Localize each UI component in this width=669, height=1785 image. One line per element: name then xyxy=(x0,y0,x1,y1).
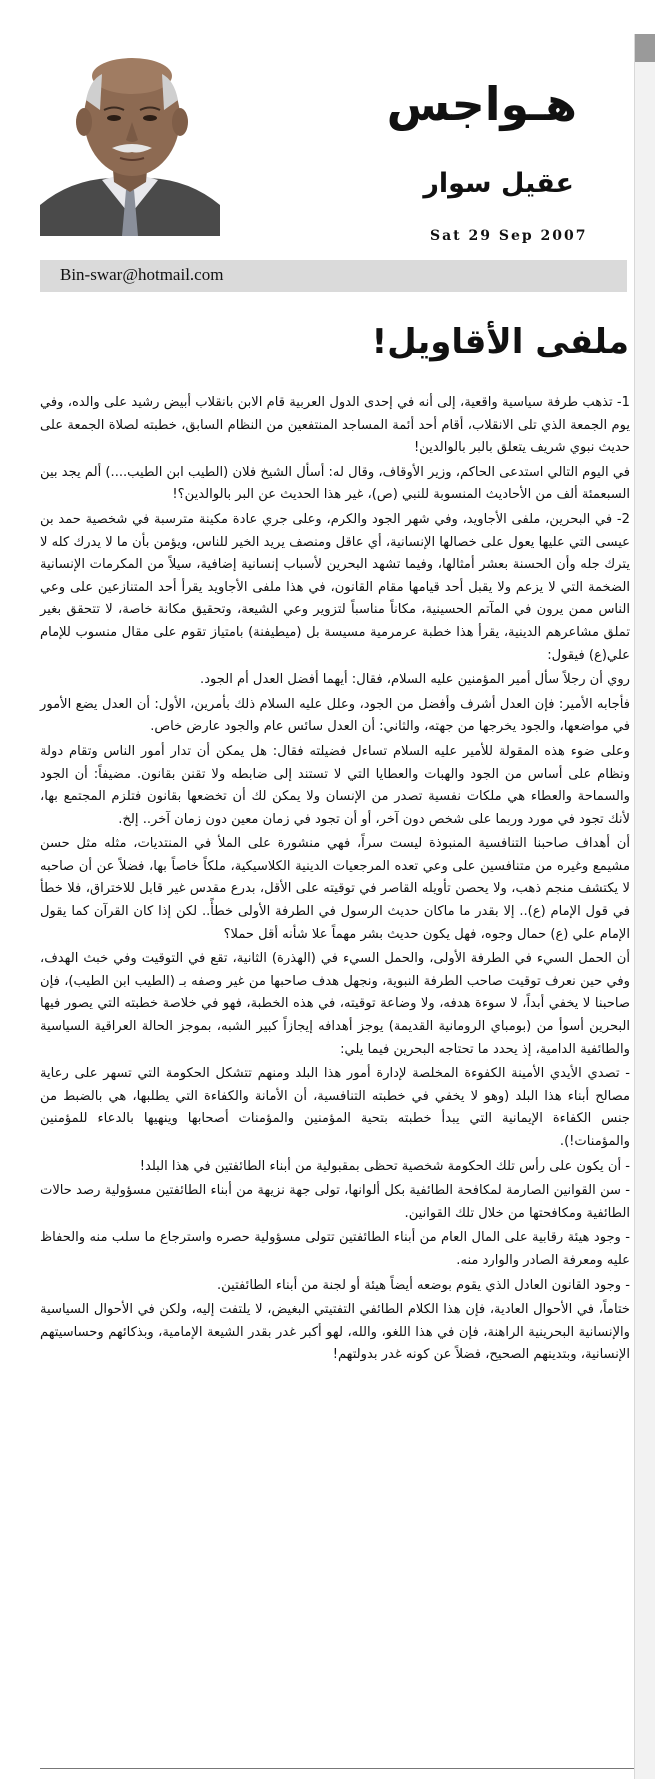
paragraph: أن الحمل السيء في الطرفة الأولى، والحمل السيء في (الهذرة) الثانية، تقع في التوقيت وفي خبث الهدف، وفي حين نعرف توقيت صاحب الطرفة النبوية، ونجهل هدف صاحبها من غير وصفه بـ (الطيب ابن الطيب)، فإن صاحبنا لا يخفي أبداً، لا سوءة هدفه، ولا وضاعة توقيته، في هذه الخطبة، فهو في خلاصة خطبته التي يصور فيها البحرين أسوأ من (بومباي الرومانية القديمة) يوجز أهدافه إيجازاً كبير الشبه، بموجز الحالة العراقية السياسية والطائفية الدامية، إذ يحدد ما تحتاجه البحرين فيما يلي: xyxy=(40,951,630,1057)
author-photo xyxy=(40,40,220,236)
column-title: هـواجس xyxy=(386,77,577,131)
side-rail xyxy=(634,34,655,1779)
author-email[interactable]: Bin-swar@hotmail.com xyxy=(60,265,224,284)
bottom-divider xyxy=(40,1768,634,1769)
paragraph: - أن يكون على رأس تلك الحكومة شخصية تحظى بمقبولية من أبناء الطائفتين في هذا البلد! xyxy=(139,1158,630,1174)
paragraph: - وجود هيئة رقابية على المال العام من أبناء الطائفتين تتولى مسؤولية حصره واسترجاع ما سلب منه والحفاظ عليه ومعرفة الصادر والوارد منه. xyxy=(40,1230,630,1268)
paragraph: - سن القوانين الصارمة لمكافحة الطائفية بكل ألوانها، تولى جهة نزيهة من أبناء الطائفتين مسؤولية رصد حالات الطائفية ومكافحتها من خلال تلك القوانين. xyxy=(40,1183,630,1221)
article-headline: ملفى الأقاويل! xyxy=(371,322,629,362)
paragraph: فأجابه الأمير: فإن العدل أشرف وأفضل من الجود، وعلل عليه السلام ذلك بأمرين، الأول: أن العدل يضع الأمور في مواضعها، والجود يخرجها من جهته، والثاني: أن العدل سائس عام والجود عارض خاص. xyxy=(40,696,630,735)
side-rail-cap xyxy=(635,34,655,62)
paragraph: أن أهداف صاحبنا التنافسية المنبوذة ليست سراً، فهي منشورة على الملأ في المنتديات، مثله مثل حسن مشيمع وغيره من متنافسين على وعي تعده المرجعيات الدينية الكلاسيكية، ملكاً خاصاً بها، فضلاً عن أن صاحبه لا يكتشف منجم ذهب، ولا يحصن تأويله القاصر في توقيته على الأقل، بدرع مقدس غير قابل للاختراق، فلا خطأ في قول الإمام (ع).. إلا بقدر ما ماكان حديث الرسول في الطرفة الأولى خطأً.. لكن إذا كان القرآن كما يقول الإمام علي (ع) حمال وجوه، فهل يكون حديث بشر مهماً علا شأنه أقل حملا؟ xyxy=(40,836,630,942)
paragraph: 2- في البحرين، ملفى الأجاويد، وفي شهر الجود والكرم، وعلى جري عادة مكينة مترسبة في شخصية حمد بن عيسى التي عليها يعول على خصالها الإنسانية، أي عاقل ومنصف يريد الخير للناس، ويؤمن بأن ما لا يدرك كله لا يترك جله وأن الحسنة بعشر أمثالها، وفيما تشهد البحرين لأسباب إنسانية إضافية، سيلاً من المكرمات الإنسانية الضخمة التي لا يزعم ولا يقبل أحد قيامها مقام القانون، في هذا ملفى الأجاويد يقرأ أحد المتنازعين على وعي الناس ممن يرون في المآتم الحسينية، مكاناً مناسباً لتزوير وعي الشيعة، وتحقيق مكانة خاصة، لا تتحقق بغير تملق مشاعرهم الدينية، يقرأ هذا خطبة عرمرمية مسيسة بل (ميطيفنة) بامتياز تقوم على مقال منسوب للإمام علي(ع) فيقول: xyxy=(40,511,630,663)
paragraph: - وجود القانون العادل الذي يقوم بوضعه أيضاً هيئة أو لجنة من أبناء الطائفتين. xyxy=(217,1277,630,1293)
article-body xyxy=(40,392,630,1369)
publish-date: Sat 29 Sep 2007 xyxy=(430,228,588,244)
paragraph: - تصدي الأيدي الأمينة الكفوءة المخلصة لإدارة أمور هذا البلد ومنهم تتشكل الحكومة التي تسهر على رعاية مصالح أبناء هذا البلد (وهو لا يخفي في خطبته التنافسية، أن الأمانة والكفاءة التي يطلبها، هي بالضبط من جنس الكفاءة الإيمانية التي يبدأ خطبته بتحية المؤمنين والمؤمنات أصحابها وينهيها بالدعاء للمؤمنين والمؤمنات!). xyxy=(40,1066,630,1149)
paragraph: ختاماً، في الأحوال العادية، فإن هذا الكلام الطائفي التفتيتي البغيض، لا يلتفت إليه، ولكن في الأحوال السياسية والإنسانية البحرينية الراهنة، فإن في هذا اللغو، والله، لهو أكبر غدر بقدر الشيعة الإمامية، وبذكائهم وحساسيتهم الإنسانية، وبتدينهم الصحيح، فضلاً عن كونه غدر بدولتهم! xyxy=(40,1302,630,1363)
paragraph: وعلى ضوء هذه المقولة للأمير عليه السلام تساءل فضيلته فقال: هل يمكن أن تدار أمور الناس وتقام دولة ونظام على أساس من الجود والهبات والعطايا التي لا تستند إلى ضابطه ولا تقنن بقانون. مضيفاً: أن الجود والسماحة والعطاء هي ملكات نفسية تصدر من الإنسان ولا يمكن لك أن تخضعها بقانون فتلزم المجتمع بها، لأنك تجود في مورد وربما على شخص دون آخر، أو أن تجود في زمان معين دون زمان آخر.. إلخ. xyxy=(40,743,630,827)
paragraph: روي أن رجلاً سأل أمير المؤمنين عليه السلام، فقال: أيهما أفضل العدل أم الجود. xyxy=(200,672,630,688)
paragraph: في اليوم التالي استدعى الحاكم، وزير الأوقاف، وقال له: أسأل الشيخ فلان (الطيب ابن الطيب....) ألم يجد بين السبعمئة ألف من الأحاديث المنسوبة للنبي (ص)، غير هذا الحديث عن البر بالوالدين؟! xyxy=(40,464,630,503)
author-photo-icon xyxy=(40,40,220,236)
paragraph: 1- تذهب طرفة سياسية واقعية، إلى أنه في إحدى الدول العربية قام الابن بانقلاب أبيض رشيد على والده، وفي يوم الجمعة الذي تلى الانقلاب، أقام أحد أئمة المساجد المنتفعين من النظام السابق، خطبته لصلاة الجمعة على حديث نبوي شريف يتعلق بالبر بالوالدين! xyxy=(40,395,630,456)
author-name: عقيل سوار xyxy=(423,168,574,199)
